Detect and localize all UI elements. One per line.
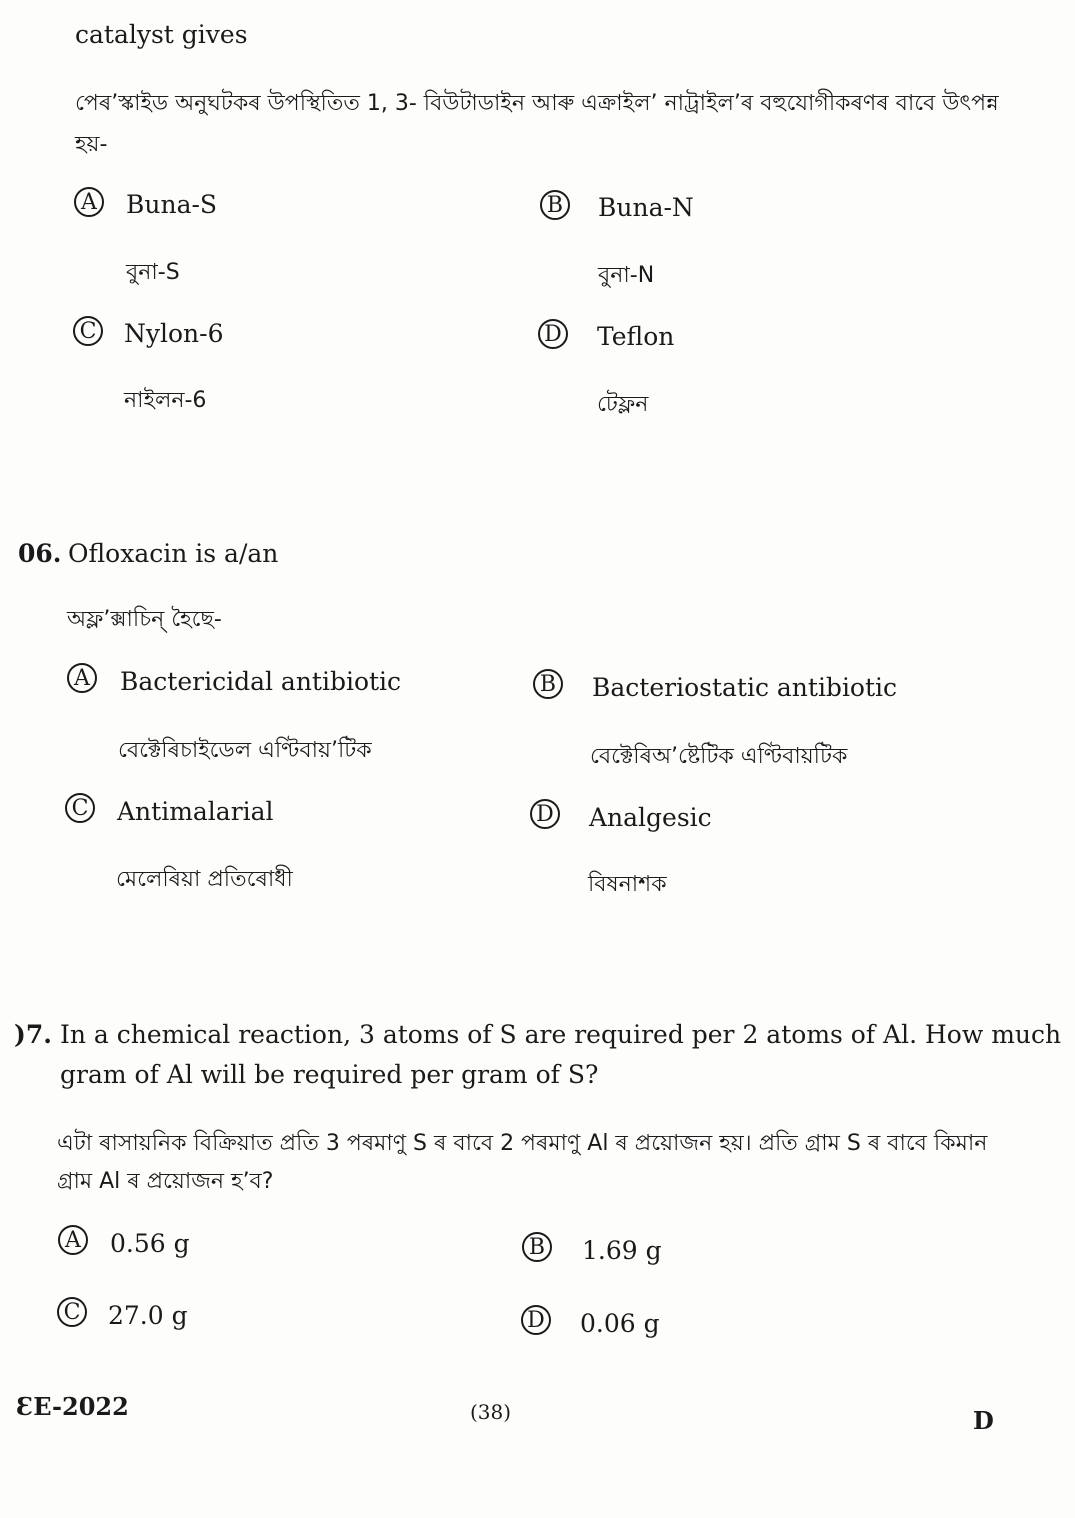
q06-option-c-bn: মেলেৰিয়া প্ৰতিৰোধী — [116, 867, 293, 892]
footer-series-letter: D — [973, 1406, 994, 1435]
q07-stem-en-line2: gram of Al will be required per gram of S? — [60, 1060, 599, 1089]
q05-stem-bn-line1: পেৰ’স্কাইড অনুঘটকৰ উপস্থিতিত 1, 3- বিউটাডাইন আৰু এক্ৰাইল’ নাট্ৰাইল’ৰ বহুযোগীকৰণৰ বাবে উৎপন্ন — [75, 91, 999, 116]
q06-option-d-bn: বিষনাশক — [588, 872, 667, 897]
q07-option-a-value: 0.56 g — [110, 1229, 190, 1258]
q05-option-d-bn: টেফ্লন — [597, 392, 649, 417]
q07-stem-bn-line2: গ্ৰাম Al ৰ প্ৰয়োজন হ’ব? — [57, 1169, 274, 1194]
q07-option-a-circle[interactable]: A — [58, 1225, 88, 1255]
q06-stem-bn: অফ্ল’ক্সাচিন্ হৈছে- — [67, 607, 222, 632]
q07-option-d-circle[interactable]: D — [521, 1305, 551, 1335]
q05-option-c-en: Nylon-6 — [124, 319, 224, 348]
q07-stem-bn-line1: এটা ৰাসায়নিক বিক্ৰিয়াত প্ৰতি 3 পৰমাণু S ৰ বাবে 2 পৰমাণু Al ৰ প্ৰয়োজন হয়। প্ৰতি গ্ৰাম S ৰ বাবে কিমান — [57, 1131, 988, 1156]
q05-option-b-circle[interactable]: B — [540, 190, 570, 220]
q05-stem-bn-line2: হয়- — [75, 132, 108, 157]
q06-option-c-circle[interactable]: C — [65, 793, 95, 823]
q06-option-c-en: Antimalarial — [117, 797, 274, 826]
q06-option-a-bn: বেক্টেৰিচাইডেল এণ্টিবায়’টিক — [118, 738, 372, 763]
q05-option-b-bn: বুনা-N — [598, 263, 655, 288]
q05-option-c-bn: নাইলন-6 — [124, 388, 207, 413]
q07-option-b-circle[interactable]: B — [522, 1232, 552, 1262]
q05-option-b-en: Buna-N — [598, 193, 694, 222]
q06-option-b-bn: বেক্টেৰিঅ’ষ্টেটিক এণ্টিবায়টিক — [590, 744, 848, 769]
q05-option-c-circle[interactable]: C — [73, 316, 103, 346]
q05-option-a-bn: বুনা-S — [126, 260, 180, 285]
footer-page-number: (38) — [470, 1400, 512, 1424]
q06-option-a-en: Bactericidal antibiotic — [120, 667, 402, 696]
q06-option-b-en: Bacteriostatic antibiotic — [592, 673, 898, 702]
footer-exam-code: ƐE-2022 — [16, 1392, 129, 1421]
q06-option-d-circle[interactable]: D — [530, 799, 560, 829]
q05-stem-en: catalyst gives — [75, 20, 248, 49]
q06-number: 06. — [18, 539, 62, 568]
q06-option-b-circle[interactable]: B — [533, 669, 563, 699]
q07-option-b-value: 1.69 g — [582, 1236, 662, 1265]
q06-stem-en: Ofloxacin is a/an — [68, 539, 279, 568]
q05-option-a-en: Buna-S — [126, 190, 218, 219]
q07-number: )7. — [14, 1020, 52, 1049]
q07-stem-en-line1: In a chemical reaction, 3 atoms of S are required per 2 atoms of Al. How much — [60, 1020, 1062, 1049]
q05-option-d-en: Teflon — [597, 322, 675, 351]
q07-option-c-value: 27.0 g — [108, 1301, 188, 1330]
q06-option-d-en: Analgesic — [589, 803, 712, 832]
q07-option-c-circle[interactable]: C — [57, 1297, 87, 1327]
q07-option-d-value: 0.06 g — [580, 1309, 660, 1338]
q06-option-a-circle[interactable]: A — [67, 663, 97, 693]
q05-option-a-circle[interactable]: A — [74, 187, 104, 217]
q05-option-d-circle[interactable]: D — [538, 319, 568, 349]
